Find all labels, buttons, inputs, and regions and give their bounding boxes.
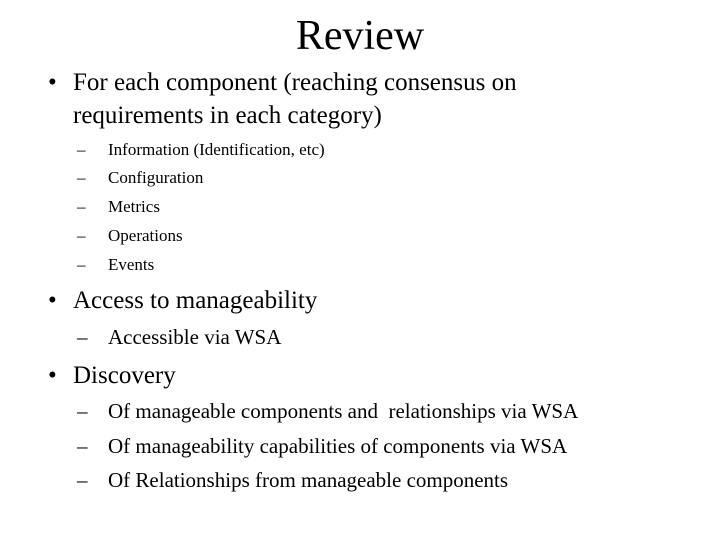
bullet-text-line1: For each component (reaching consensus on	[73, 69, 517, 96]
dash-icon: –	[77, 197, 86, 216]
sub-item-accessible-via-wsa: – Accessible via WSA	[77, 325, 282, 349]
sub-item-configuration: – Configuration	[77, 168, 204, 187]
sub-item-manageability-capabilities: – Of manageability capabilities of components via WSA	[77, 434, 568, 458]
bullet-icon: •	[48, 287, 57, 314]
dash-icon: –	[77, 255, 86, 274]
dash-icon: –	[77, 168, 86, 187]
sub-item-manageable-components: – Of manageable components and relationships via WSA	[77, 399, 579, 423]
sub-item-events: – Events	[77, 255, 155, 274]
dash-icon: –	[77, 434, 88, 458]
bullet-item-for-each-component	[48, 66, 517, 132]
sub-item-information: – Information (Identification, etc)	[77, 140, 325, 159]
bullet-item-discovery: • Discovery	[48, 359, 176, 392]
bullet-item-access: • Access to manageability	[48, 284, 317, 317]
sub-item-metrics: – Metrics	[77, 197, 160, 216]
dash-icon: –	[77, 140, 86, 159]
dash-icon: –	[77, 399, 88, 423]
bullet-icon: •	[48, 362, 57, 389]
sub-item-relationships: – Of Relationships from manageable components	[77, 468, 509, 492]
bullet-icon: •	[48, 69, 57, 96]
dash-icon: –	[77, 325, 88, 349]
slide-title: Review	[295, 13, 425, 59]
dash-icon: –	[77, 226, 86, 245]
dash-icon: –	[77, 468, 88, 492]
bullet-text-line2: requirements in each category)	[73, 102, 382, 129]
sub-item-operations: – Operations	[77, 226, 183, 245]
